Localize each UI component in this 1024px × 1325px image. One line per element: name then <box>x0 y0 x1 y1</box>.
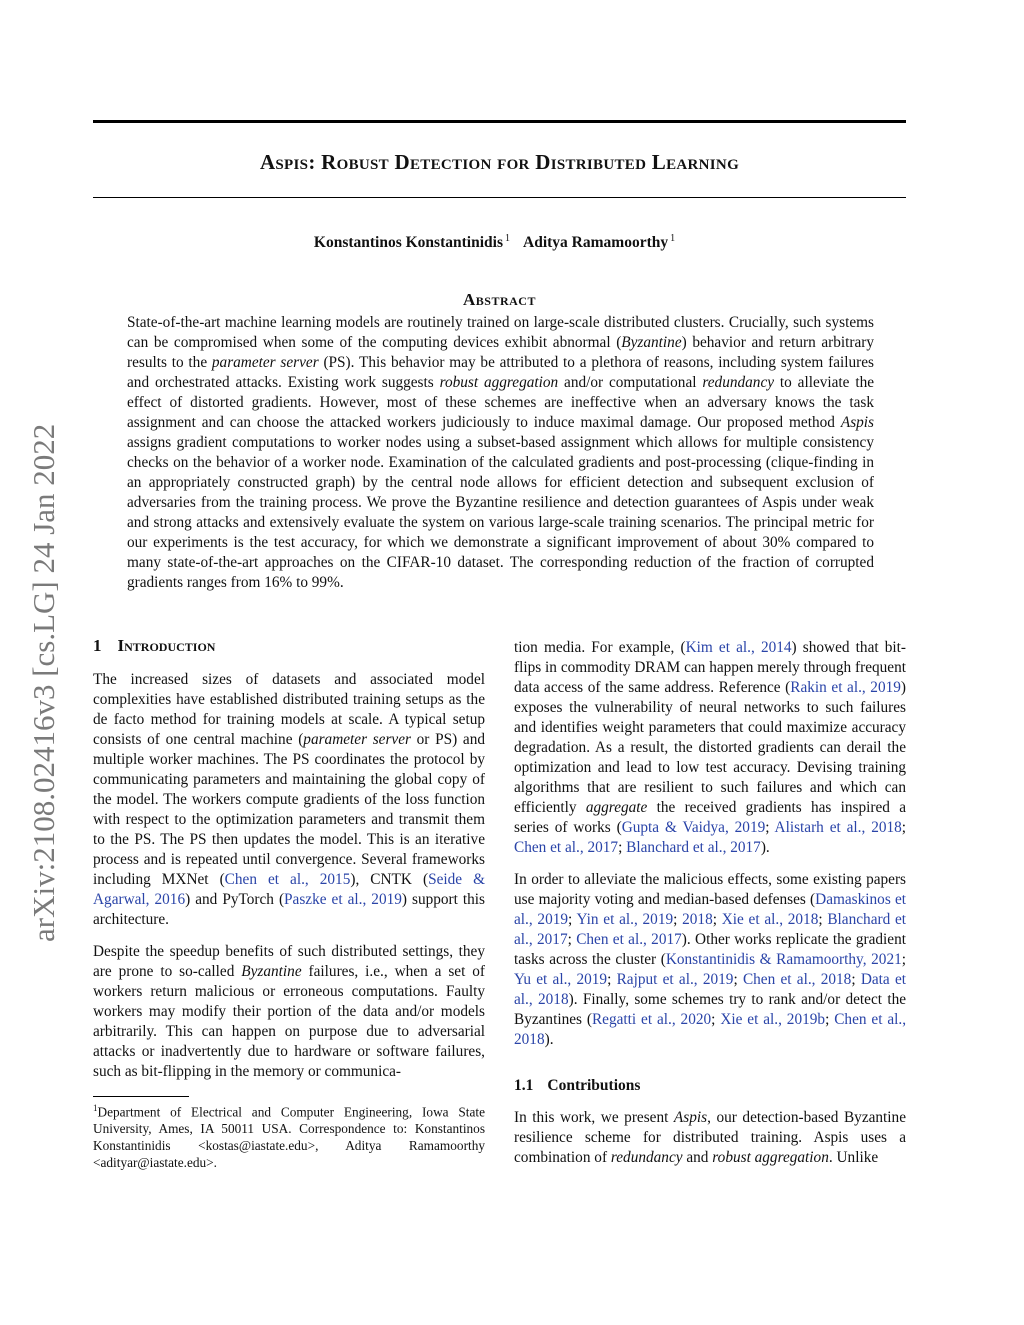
citation-link[interactable]: Chen et al., 2018 <box>514 1011 907 1048</box>
citation-link[interactable]: Damaskinos et al., 2019 <box>514 891 906 928</box>
text-run: ; <box>901 951 906 968</box>
text-emph: Byzantine <box>241 963 302 980</box>
subsection-title: Contributions <box>547 1077 641 1094</box>
abstract-run: ) behavior and return arbitrary results to the <box>127 334 874 371</box>
footnote-text: Department of Electrical and Computer Engineering, Iowa State University, Ames, IA 50011 USA. Correspondence to: Konstantinos Konstantinidis <kostas@iastate.edu>, Aditya Ramamoorthy <adityar@iastate.edu>. <box>93 1104 485 1171</box>
text-run: ; <box>618 839 627 856</box>
title-rest: Robust Detection for Distributed Learning <box>321 150 740 174</box>
text-run: ; <box>825 1011 835 1028</box>
citation-link[interactable]: Alistarh et al., 2018 <box>774 819 902 836</box>
text-emph: aggregate <box>585 799 648 816</box>
citation-link[interactable]: Chen et al., 2017 <box>576 931 682 948</box>
text-run: . Unlike <box>828 1149 879 1166</box>
text-run: ). Other works replicate the gradient tasks across the cluster ( <box>514 931 906 968</box>
subsection-number: 1.1 <box>514 1077 534 1094</box>
citation-link[interactable]: Konstantinidis & Ramamoorthy, 2021 <box>665 951 902 968</box>
abstract-emph: robust aggregation <box>439 374 559 391</box>
text-run: ; <box>765 819 775 836</box>
citation-link[interactable]: Rakin et al., 2019 <box>790 679 901 696</box>
abstract-run: to alleviate the effect of distorted gradients. However, most of these schemes are ineffective when an adversary knows the task assignment and can choose the attacked workers judiciously to induce maximal damage. Our proposed method <box>127 374 875 431</box>
citation-link[interactable]: Blanchard et al., 2017 <box>626 839 761 856</box>
section-heading <box>93 636 485 656</box>
abstract-emph: Byzantine <box>621 334 682 351</box>
author-list <box>93 233 906 252</box>
section-title: Introduction <box>117 636 216 655</box>
text-run: or PS) and multiple worker machines. The PS coordinates the protocol by communicating parameters and maintaining the global copy of the model. The workers compute gradients of the loss function with respect to the optimization parameters and transmit them to the PS. The PS then updates the model. This is an iterative process and is repeated until convergence. Several frameworks including MXNet ( <box>93 731 485 888</box>
text-run: failures, i.e., when a set of workers return malicious or erroneous computations. Faulty workers may modify their portion of the data and/or models arbitrarily. This can happen on purpose due to adversarial attacks or inadvertently due to hardware or software failures, such as bit-flipping in the memory or communica- <box>93 963 485 1080</box>
text-emph: robust aggregation <box>712 1149 829 1166</box>
intro-paragraph-2-cont <box>514 638 906 858</box>
intro-paragraph-3 <box>514 870 906 1050</box>
text-run: ). <box>760 839 770 856</box>
text-run: ; <box>818 911 828 928</box>
citation-link[interactable]: Chen et al., 2015 <box>224 871 351 888</box>
text-run: In this work, we present <box>514 1109 674 1126</box>
footnote <box>93 1100 485 1171</box>
abstract-run: State-of-the-art machine learning models are routinely trained on large-scale distributed clusters. Crucially, such systems can be compromised when some of the computing devices exhibit abnormal ( <box>127 314 874 351</box>
contributions-paragraph <box>514 1108 906 1168</box>
author-affiliation: 1 <box>504 233 510 244</box>
footnote-mark: 1 <box>93 1103 98 1113</box>
abstract-text <box>127 313 874 593</box>
text-run: ) exposes the vulnerability of neural networks to such failures and identifies weight parameters that could maximize accuracy degradation. As a result, the distorted gradients can derail the optimization and lead to low test accuracy. Devising training algorithms that are resilient to such failures and which can efficiently <box>514 679 907 816</box>
citation-link[interactable]: Data et al., 2018 <box>514 971 906 1008</box>
text-run: ; <box>711 1011 721 1028</box>
text-run: the received gradients has inspired a series of works ( <box>514 799 906 836</box>
text-run: ). <box>544 1031 554 1048</box>
citation-link[interactable]: Yu et al., 2019 <box>514 971 608 988</box>
author-affiliation: 1 <box>670 233 676 244</box>
citation-link[interactable]: Chen et al., 2018 <box>742 971 852 988</box>
text-run: Despite the speedup benefits of such distributed settings, they are prone to so-called <box>93 943 485 980</box>
title-rule-bottom <box>93 197 906 198</box>
subsection-heading <box>514 1076 906 1096</box>
citation-link[interactable]: Chen et al., 2017 <box>514 839 619 856</box>
abstract-run: assigns gradient computations to worker nodes using a subset-based assignment which allows for multiple consistency checks on the behavior of a worker node. Examination of the calculated gradients and post-processing (clique-finding in an appropriately constructed graph) by the central node allows for efficient detection and subsequent exclusion of adversaries from the training process. We prove the Byzantine resilience and detection guarantees of Aspis under weak and strong attacks and extensively evaluate the system on various large-scale training scenarios. The principal metric for our experiments is the test accuracy, for which we demonstrate a significant improvement of about 30% compared to many state-of-the-art approaches on the CIFAR-10 dataset. The corresponding reduction of the fraction of corrupted gradients ranges from 16% to 99%. <box>127 434 874 591</box>
citation-link[interactable]: Kim et al., 2014 <box>685 639 792 656</box>
citation-link[interactable]: Blanchard et al., 2017 <box>514 911 907 948</box>
citation-link[interactable]: Paszke et al., 2019 <box>284 891 402 908</box>
citation-link[interactable]: Xie et al., 2019b <box>720 1011 826 1028</box>
citation-link[interactable]: Rajput et al., 2019 <box>616 971 734 988</box>
text-run: ; <box>851 971 861 988</box>
title-colon: : <box>308 150 322 174</box>
text-run: ; <box>607 971 617 988</box>
abstract-run: (PS). This behavior may be attributed to a plethora of reasons, including system failures and orchestrated attacks. Existing work suggests <box>127 354 874 391</box>
text-run: , our detection-based Byzantine resilience scheme for distributed training. Aspis uses a combination of <box>514 1109 906 1166</box>
abstract-emph: parameter server <box>211 354 319 371</box>
text-run: ) showed that bit-flips in commodity DRAM can happen merely through frequent data access of the same address. Reference ( <box>514 639 906 696</box>
arxiv-stamp: arXiv:2108.02416v3 [cs.LG] 24 Jan 2022 <box>26 423 61 942</box>
abstract-run: and/or computational <box>558 374 703 391</box>
citation-link[interactable]: Xie et al., 2018 <box>721 911 819 928</box>
citation-link[interactable]: Yin et al., 2019 <box>576 911 674 928</box>
citation-link[interactable]: Gupta & Vaidya, 2019 <box>621 819 766 836</box>
title-rule-top <box>93 120 906 123</box>
citation-link[interactable]: 2018 <box>682 911 713 928</box>
right-column <box>514 638 906 1180</box>
paper-title <box>93 150 906 175</box>
left-column <box>93 636 485 1094</box>
text-run: ) support this architecture. <box>93 891 486 928</box>
text-run: ; <box>568 911 577 928</box>
intro-paragraph-1 <box>93 670 485 930</box>
abstract-emph: redundancy <box>702 374 775 391</box>
text-run: ). Finally, some schemes try to rank and/or detect the Byzantines ( <box>514 991 907 1028</box>
text-run: In order to alleviate the malicious effects, some existing papers use majority voting and median-based defenses ( <box>514 871 906 908</box>
citation-link[interactable]: Seide & Agarwal, 2016 <box>93 871 485 908</box>
text-emph: Aspis <box>673 1109 708 1126</box>
text-run: ) and PyTorch ( <box>185 891 285 908</box>
text-run: ; <box>733 971 743 988</box>
text-run: ; <box>673 911 683 928</box>
text-run: tion media. For example, ( <box>514 639 686 656</box>
author-name: Aditya Ramamoorthy <box>523 234 669 252</box>
title-aspis: Aspis <box>259 150 309 174</box>
text-emph: parameter server <box>303 731 411 748</box>
author-name: Konstantinos Konstantinidis <box>313 234 503 252</box>
text-run: ; <box>567 931 577 948</box>
text-emph: redundancy <box>610 1149 683 1166</box>
text-run: The increased sizes of datasets and associated model complexities have established distributed training setups as the de facto method for training models at scale. A typical setup consists of one central machine ( <box>93 671 485 748</box>
text-run: ), CNTK ( <box>350 871 429 888</box>
abstract-emph: Aspis <box>840 414 874 431</box>
section-number: 1 <box>93 636 102 655</box>
abstract-heading: Abstract <box>463 290 536 309</box>
text-run: ; <box>712 911 722 928</box>
text-run: and <box>682 1149 713 1166</box>
citation-link[interactable]: Regatti et al., 2020 <box>591 1011 712 1028</box>
footnote-rule <box>93 1096 189 1097</box>
intro-paragraph-2-start <box>93 942 485 1082</box>
text-run: ; <box>901 819 907 836</box>
